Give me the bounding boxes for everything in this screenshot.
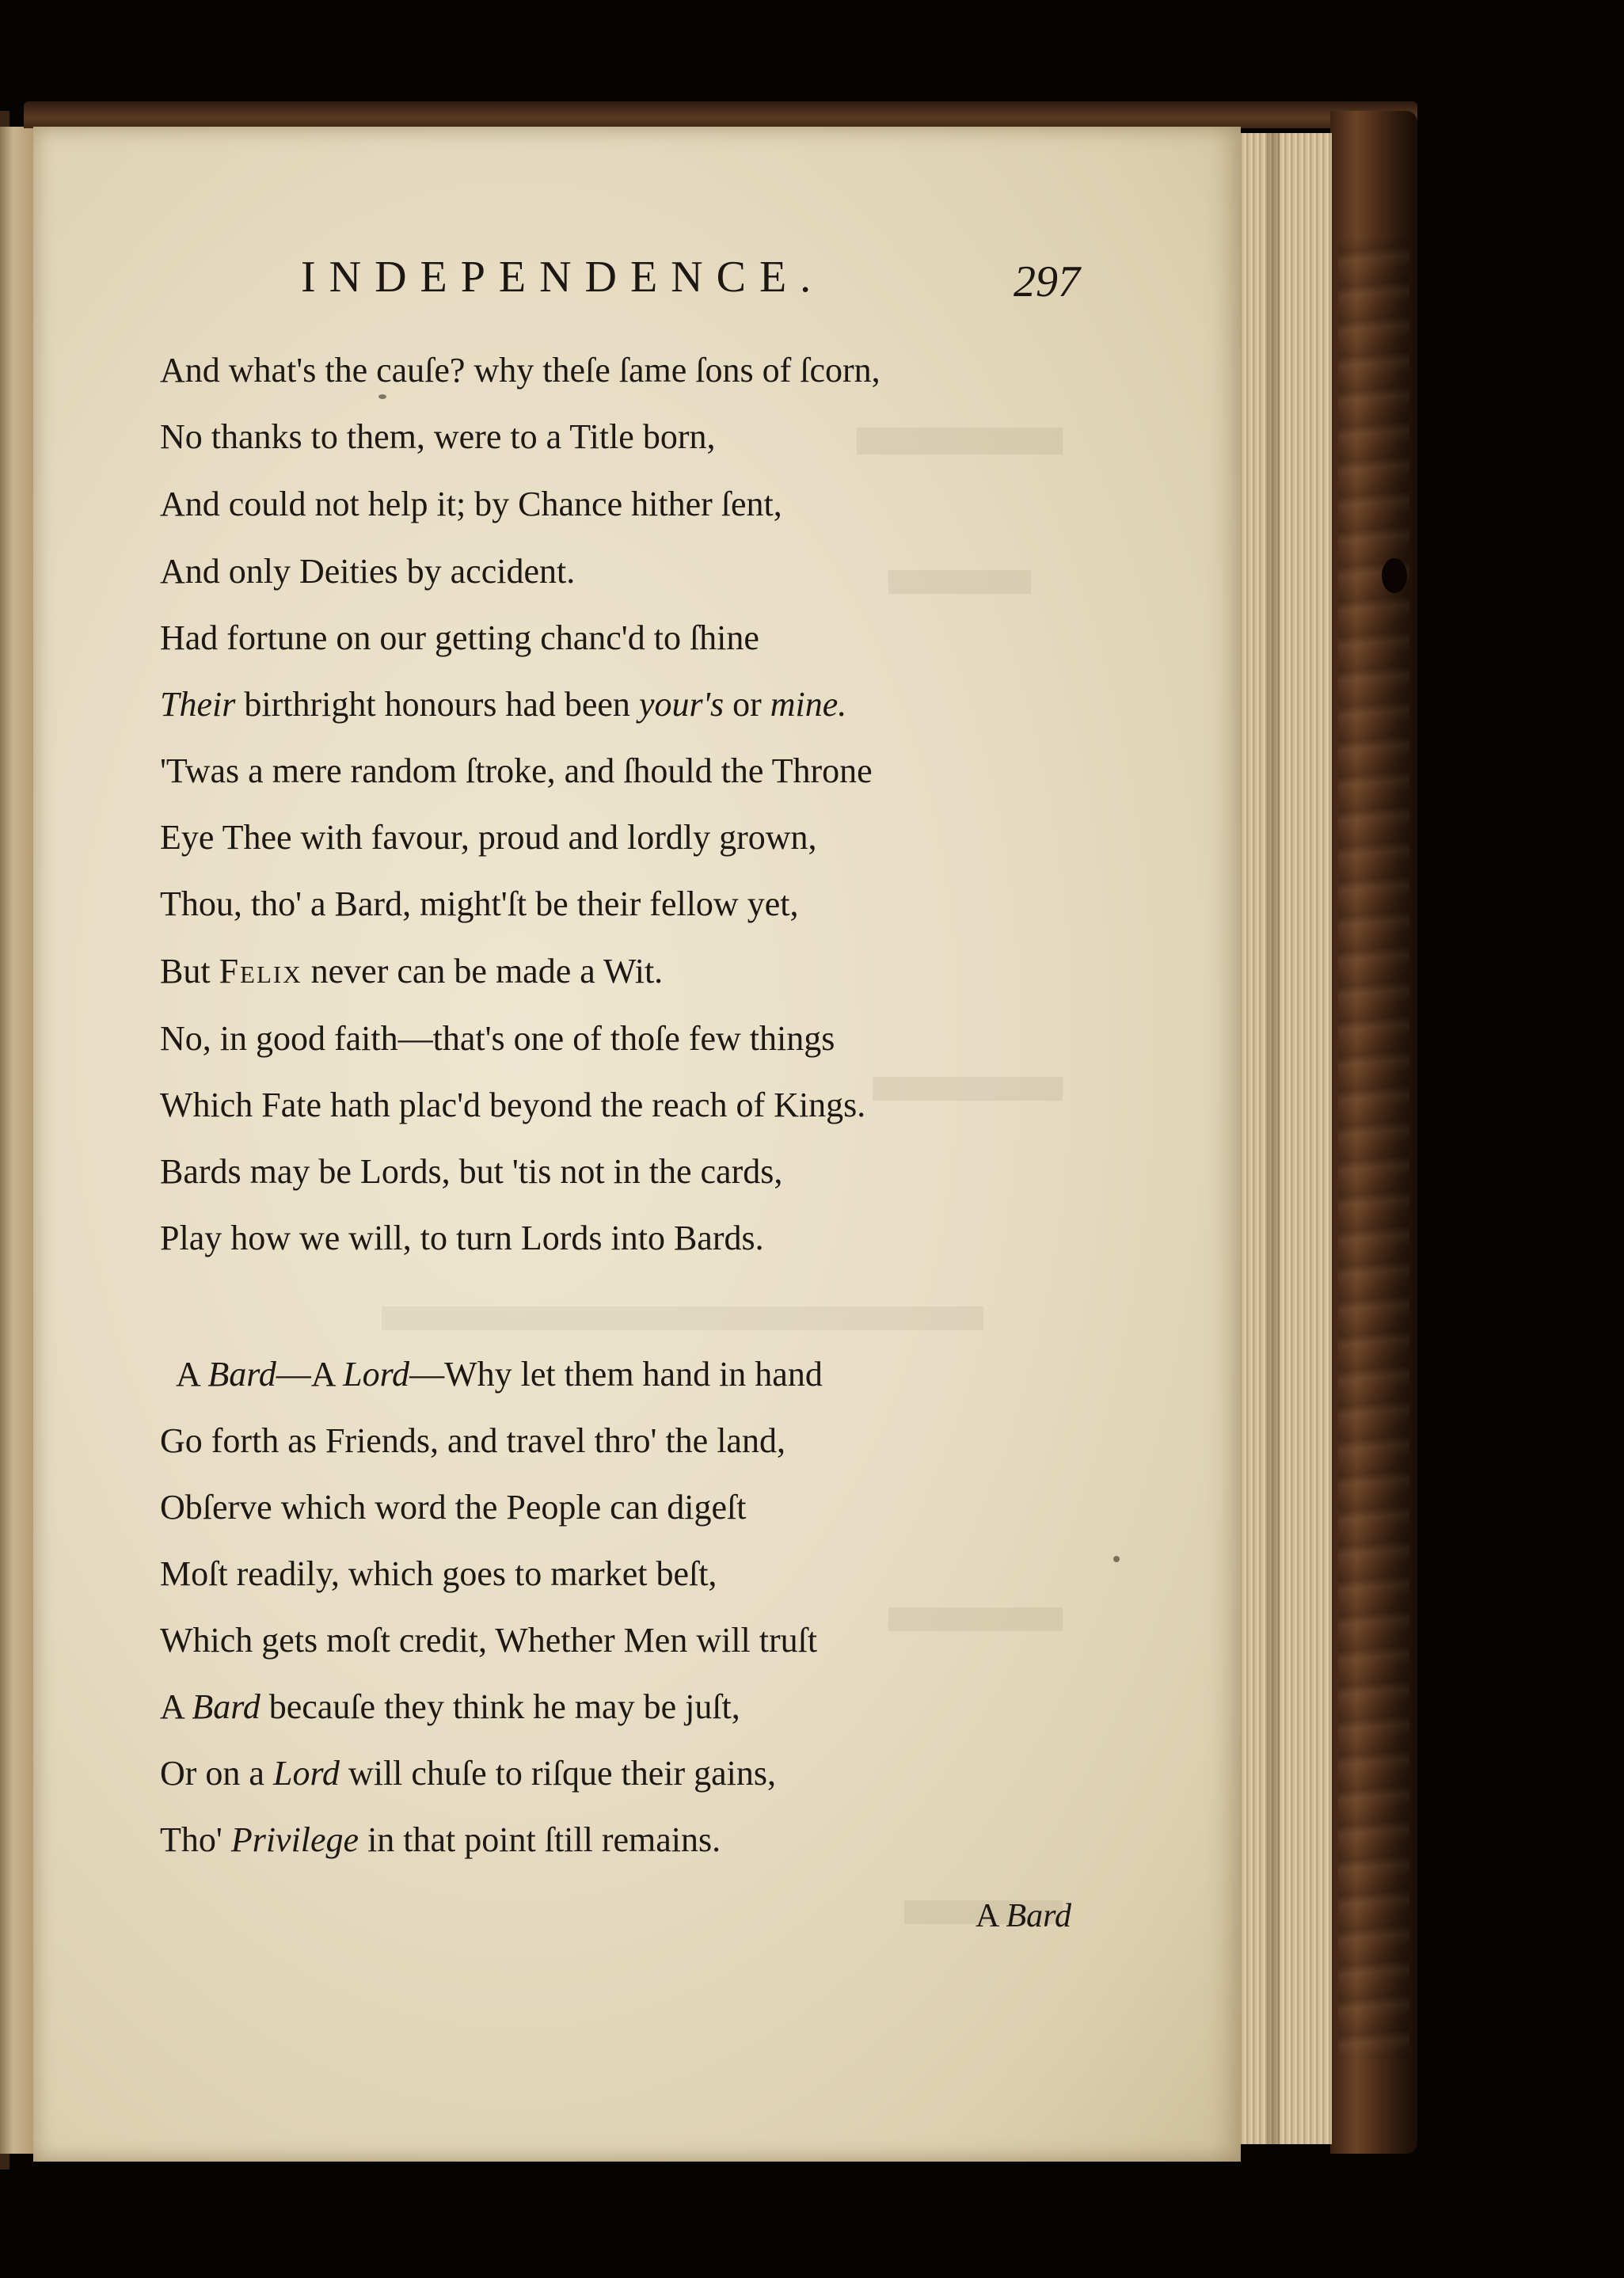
verse-roman: never can be made a Wit. [302,952,664,991]
verse-line: Obſerve which word the People can digeſt [160,1488,747,1527]
verse-roman: A [176,1355,208,1394]
verse-line [160,1687,740,1726]
page-block-shadow [1267,133,1280,2144]
verse-roman: But [160,952,219,991]
verse-line [160,954,663,989]
verse-roman: Tho' [160,1820,231,1859]
verse-line: Thou, tho' a Bard, might'ſt be their fellow yet, [160,884,799,923]
verse-line [176,1357,823,1392]
verse-line: No, in good faith—that's one of thoſe few things [160,1019,835,1058]
bleed-through-shadow [873,1077,1063,1101]
page-number: 297 [1014,257,1080,306]
verse-line: Moſt readily, which goes to market beſt, [160,1554,717,1593]
top-board-edge [24,101,1417,128]
verse-line [160,1756,776,1791]
verse-roman: birthright honours had been [235,685,639,724]
verse-line: Which gets moſt credit, Whether Men will truſt [160,1621,818,1660]
verse-line: And could not help it; by Chance hither ſent, [160,485,782,523]
bleed-through-shadow [857,428,1063,454]
verse-italic: Privilege [230,1820,359,1859]
verse-roman: —Why let them hand in hand [409,1355,823,1394]
page-block-fore-edge [1235,133,1332,2144]
verse-line: Play how we will, to turn Lords into Bards. [160,1219,764,1257]
catchword-italic: Bard [1006,1898,1071,1934]
verse-line: No thanks to them, were to a Title born, [160,417,716,456]
page-header [301,252,1093,315]
catchword-roman: A [976,1898,1006,1934]
bleed-through-shadow [888,570,1031,594]
verse-line: And what's the cauſe? why theſe ſame ſons of ſcorn, [160,351,880,390]
verse-line [160,1820,721,1859]
verse-small-caps: Felix [219,952,302,991]
verse-line: Eye Thee with favour, proud and lordly grown, [160,818,817,857]
verse-italic: Bard [192,1687,261,1726]
verse-roman: in that point ſtill remains. [359,1820,721,1859]
verse-line: Bards may be Lords, but 'tis not in the cards, [160,1152,783,1191]
binding-wear-spot [1382,558,1407,593]
verse-roman: A [160,1687,192,1726]
verse-roman: becauſe they think he may be juſt, [260,1687,740,1726]
verse-italic: mine. [770,685,847,724]
verse-line [160,687,846,722]
verse-roman: or [724,685,770,724]
verse-italic: Lord [272,1754,340,1793]
ink-speck [378,394,386,399]
leather-grain [1338,238,1409,2059]
facing-page-edge [0,127,35,2154]
verse-line: Go forth as Friends, and travel thro' the land, [160,1421,785,1460]
verse-roman: Or on a [160,1754,273,1793]
running-title: INDEPENDENCE. [301,253,825,302]
verse-line: Which Fate hath plac'd beyond the reach of Kings. [160,1086,866,1124]
verse-roman: will chuſe to riſque their gains, [339,1754,777,1793]
verse-roman: —A [276,1355,344,1394]
verse-italic: Their [160,685,236,724]
verse-italic: Lord [343,1355,410,1394]
bleed-through-shadow [382,1306,983,1330]
verse-line: 'Twas a mere random ſtroke, and ſhould the Throne [160,751,873,790]
verse-line: Had fortune on our getting chanc'd to ſhine [160,618,759,657]
verse-line: And only Deities by accident. [160,552,576,591]
catchword [976,1897,1071,1935]
ink-speck [1113,1556,1120,1562]
verse-italic: your's [638,685,725,724]
verse-italic: Bard [207,1355,276,1394]
bleed-through-shadow [888,1607,1063,1631]
